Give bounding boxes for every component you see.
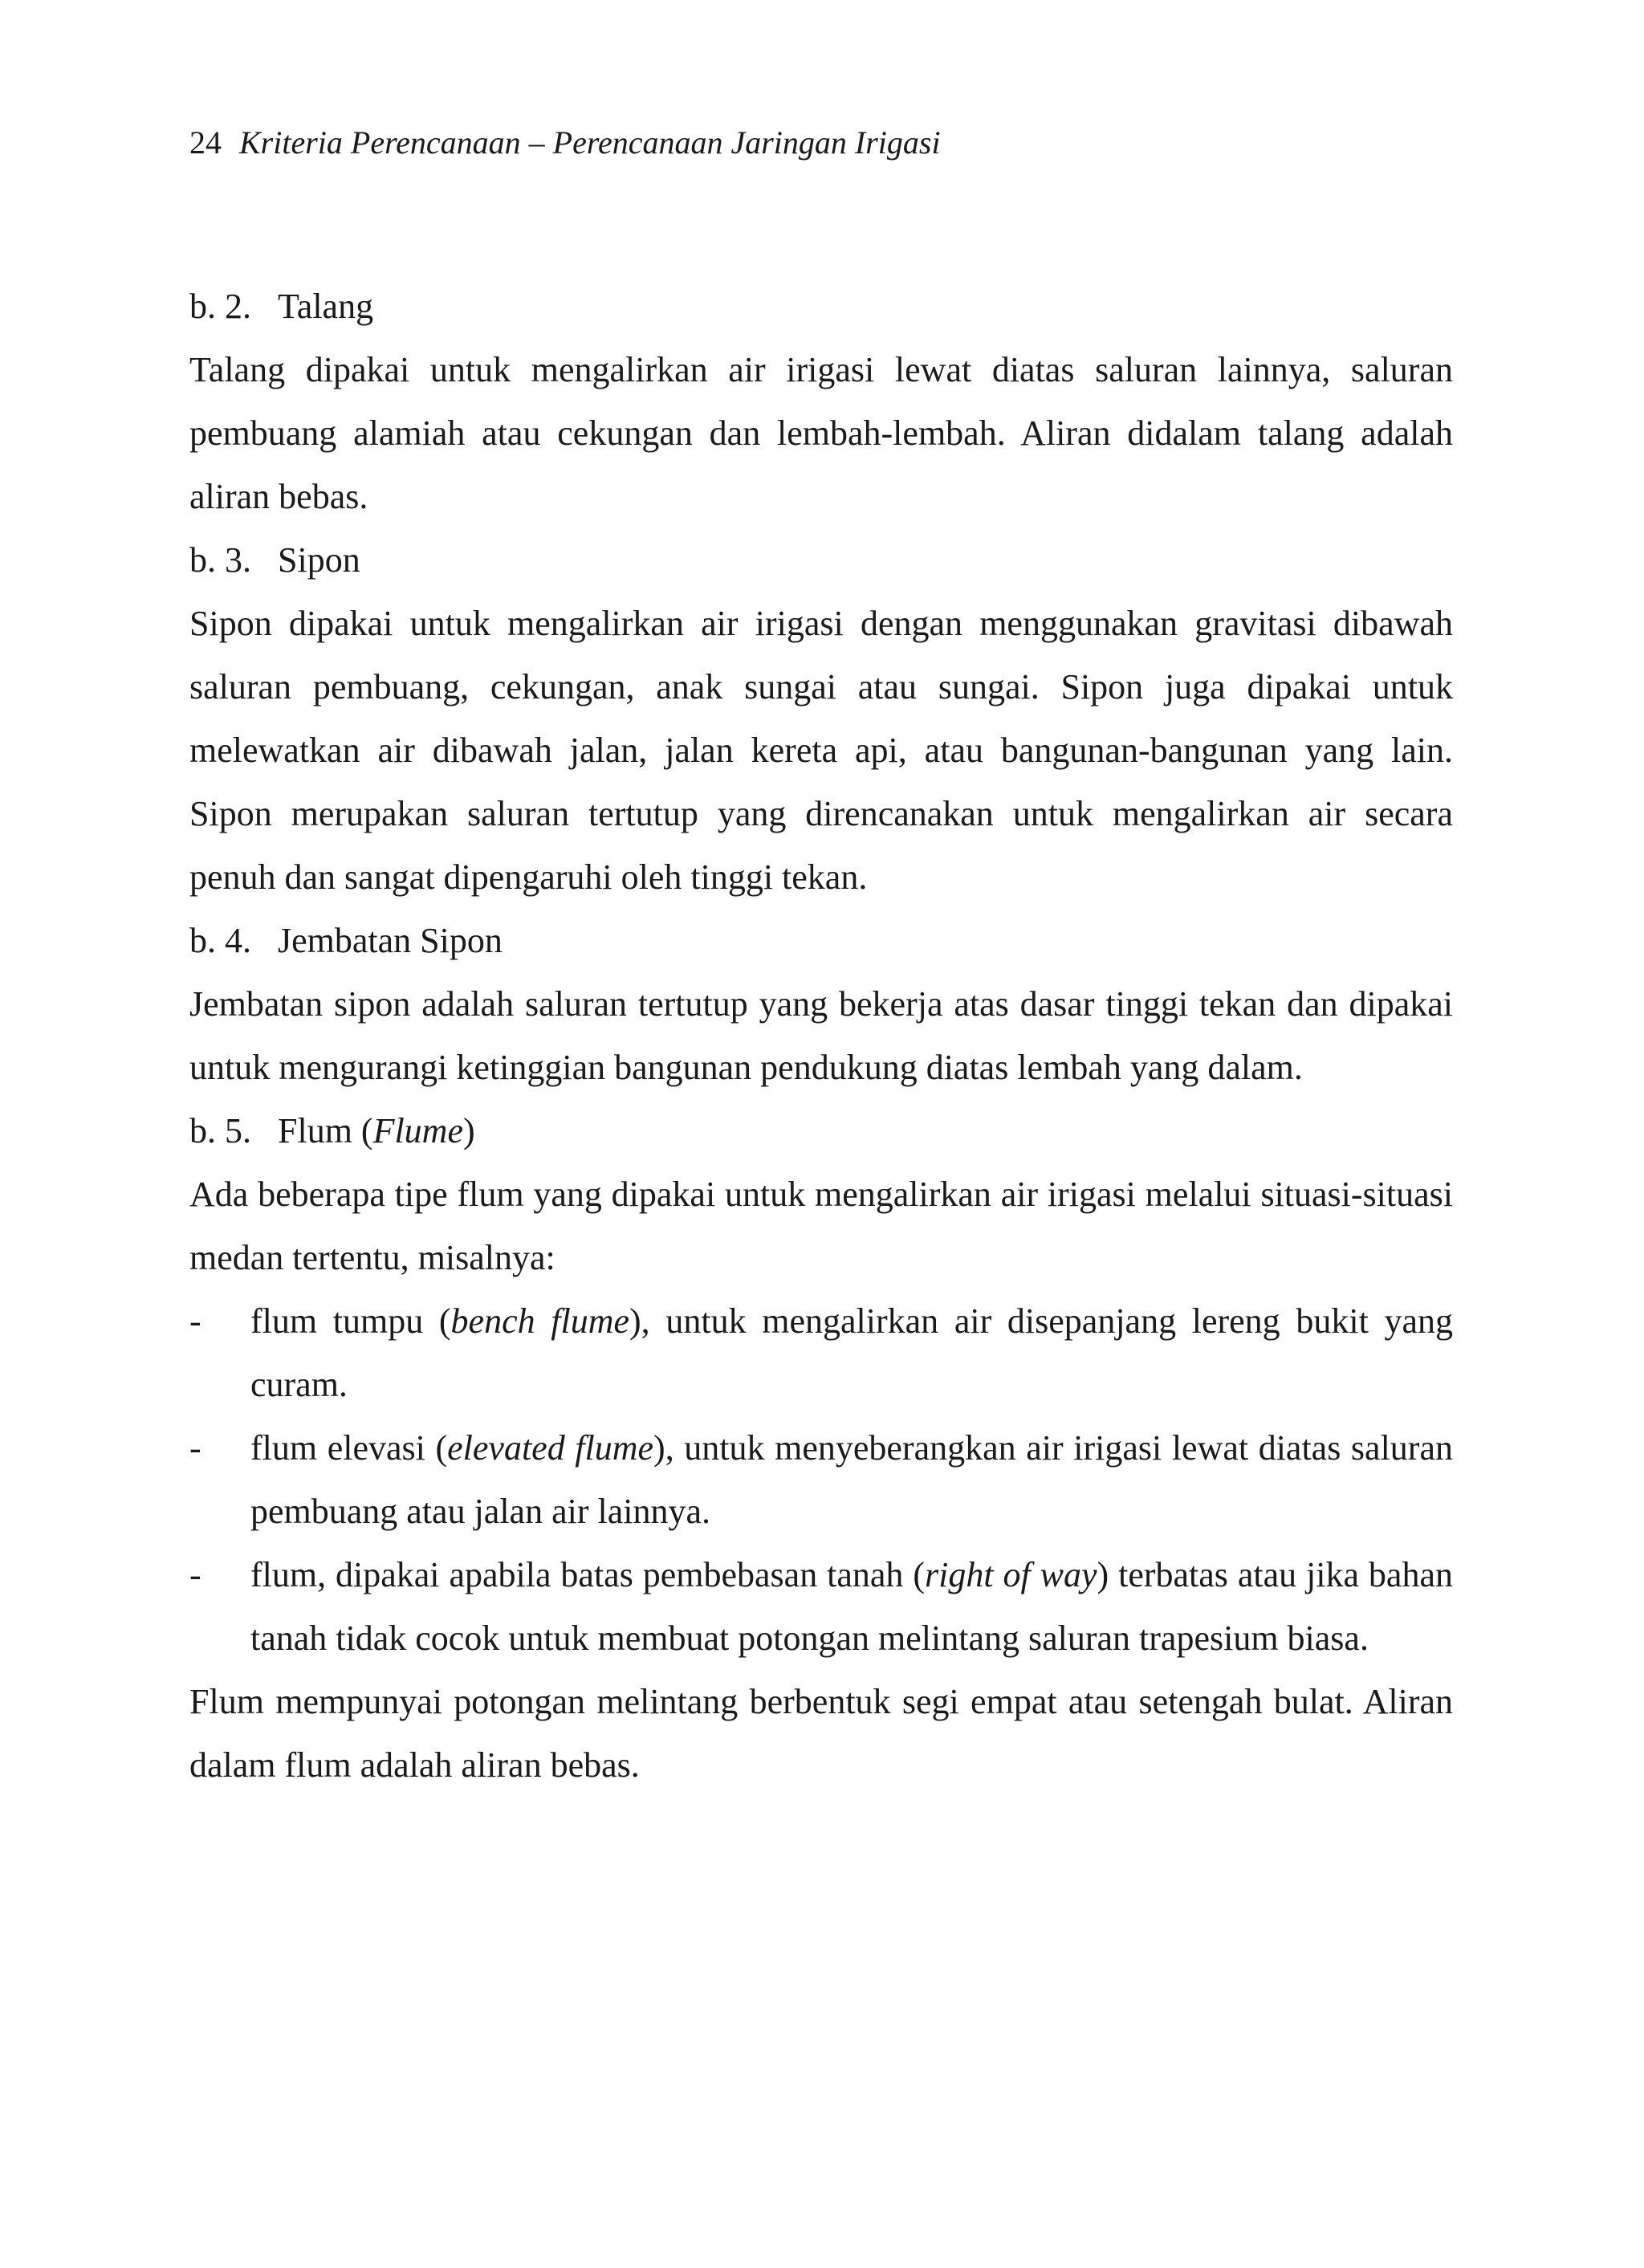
list-text: flum elevasi ( <box>250 1428 448 1468</box>
section-title-prefix: Flum ( <box>278 1111 373 1150</box>
section-title-italic: Flume <box>372 1111 463 1150</box>
section-number: b. 3. <box>189 540 251 580</box>
section-heading-jembatan-sipon <box>189 909 1453 972</box>
section-title: Jembatan Sipon <box>278 921 503 960</box>
paragraph-talang: Talang dipakai untuk mengalirkan air irigasi lewat diatas saluran lainnya, saluran pembuang alamiah atau cekungan dan lembah-lembah. Aliran didalam talang adalah aliran bebas. <box>189 350 1453 516</box>
section-heading-talang <box>189 275 1453 338</box>
paragraph-jembatan-sipon: Jembatan sipon adalah saluran tertutup yang bekerja atas dasar tinggi tekan dan dipakai untuk mengurangi ketinggian bangunan pendukung diatas lembah yang dalam. <box>189 984 1453 1087</box>
page-number: 24 <box>189 124 222 161</box>
list-item <box>189 1416 1453 1543</box>
running-title: Kriteria Perencanaan – Perencanaan Jaringan Irigasi <box>239 124 941 161</box>
page-header <box>189 120 941 165</box>
list-text: flum tumpu ( <box>250 1301 451 1341</box>
section-number: b. 2. <box>189 287 251 326</box>
section-number: b. 4. <box>189 921 251 960</box>
list-text: flum, dipakai apabila batas pembebasan tanah ( <box>250 1555 925 1594</box>
paragraph-sipon: Sipon dipakai untuk mengalirkan air irigasi dengan menggunakan gravitasi dibawah saluran pembuang, cekungan, anak sungai atau sungai. Sipon juga dipakai untuk melewatkan air dibawah jalan, jalan kereta api, atau bangunan-bangunan yang lain. Sipon merupakan saluran tertutup yang direncanakan untuk mengalirkan air secara penuh dan sangat dipengaruhi oleh tinggi tekan. <box>189 604 1453 897</box>
list-text-italic: bench flume <box>450 1301 630 1341</box>
list-item <box>189 1543 1453 1670</box>
section-heading-flum <box>189 1099 1453 1163</box>
paragraph-flum-closing: Flum mempunyai potongan melintang berbentuk segi empat atau setengah bulat. Aliran dalam flum adalah aliran bebas. <box>189 1682 1453 1785</box>
list-dash: - <box>189 1301 201 1341</box>
section-number: b. 5. <box>189 1111 251 1150</box>
section-title-suffix: ) <box>462 1111 475 1150</box>
list-text: ), untuk menyeberangkan air irigasi lewat diatas saluran pembuang atau jalan air lainnya. <box>250 1428 1453 1531</box>
paragraph-flum-intro: Ada beberapa tipe flum yang dipakai untuk mengalirkan air irigasi melalui situasi-situasi medan tertentu, misalnya: <box>189 1175 1453 1277</box>
section-title: Sipon <box>278 540 360 580</box>
section-title: Talang <box>278 287 374 326</box>
list-dash: - <box>189 1555 201 1594</box>
list-text-italic: elevated flume <box>447 1428 654 1468</box>
section-heading-sipon <box>189 528 1453 592</box>
flum-type-list <box>189 1289 1453 1670</box>
list-item <box>189 1289 1453 1416</box>
list-dash: - <box>189 1428 201 1468</box>
page-body <box>189 275 1453 1797</box>
list-text: ) terbatas atau jika bahan tanah tidak cocok untuk membuat potongan melintang saluran trapesium biasa. <box>250 1555 1453 1658</box>
list-text: ), untuk mengalirkan air disepanjang lereng bukit yang curam. <box>250 1301 1453 1404</box>
list-text-italic: right of way <box>924 1555 1097 1594</box>
